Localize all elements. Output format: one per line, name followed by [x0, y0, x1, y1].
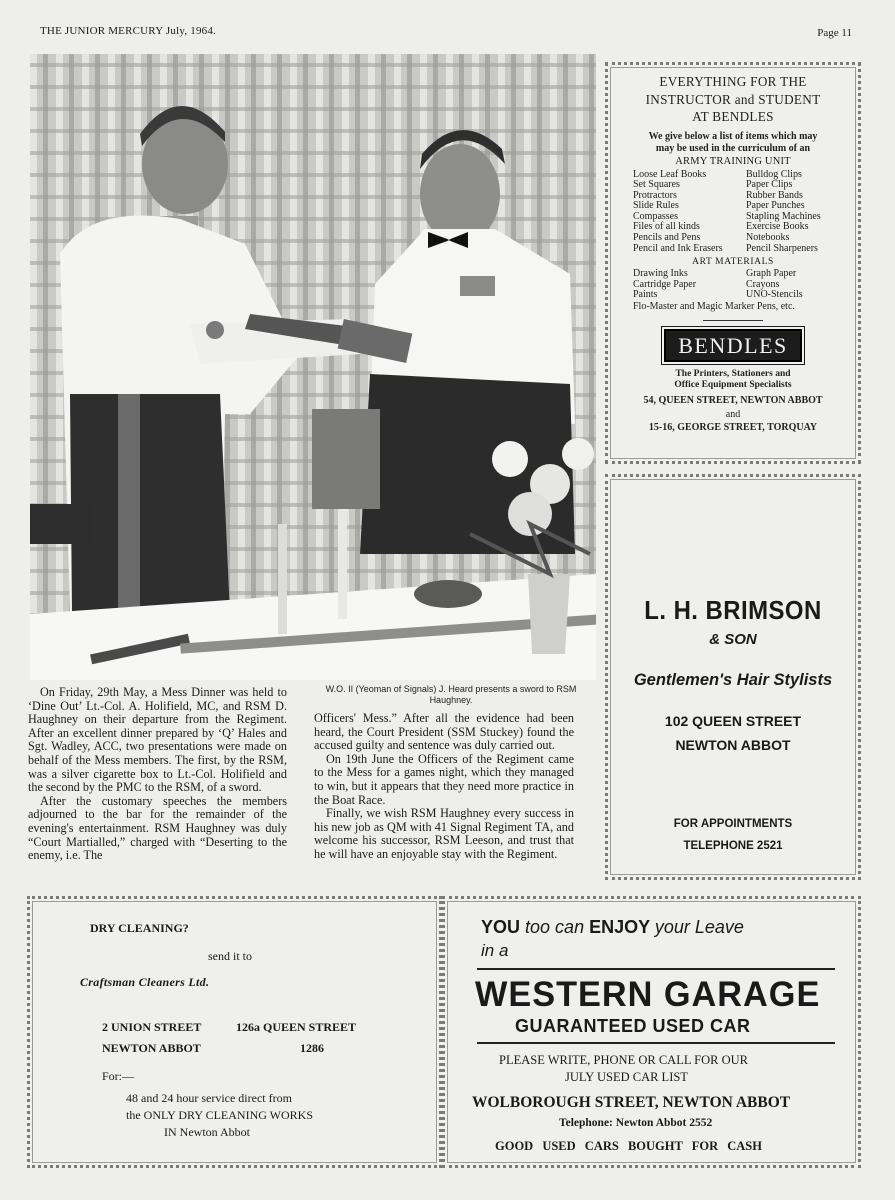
presentation-photo: [30, 54, 596, 680]
list-item: UNO-Stencils: [746, 289, 803, 301]
ad-heading: EVERYTHING FOR THE: [659, 74, 807, 89]
article-paragraph: On 19th June the Officers of the Regiment came to the Mess for a games night, which they managed to win, but it appears that they need more practice in the Boat Race.: [314, 751, 574, 807]
list-item: Set Squares: [633, 179, 680, 191]
brimson-advert: [605, 474, 861, 880]
ad-text: For:—: [102, 1069, 135, 1083]
address-line: NEWTON ABBOT: [675, 737, 791, 753]
address: WOLBOROUGH STREET, NEWTON ABBOT: [472, 1094, 791, 1111]
ad-text: Office Equipment Specialists: [674, 380, 792, 391]
western-garage-advert: [442, 896, 861, 1168]
article-column-right: [314, 712, 574, 862]
ad-heading: INSTRUCTOR and STUDENT: [645, 91, 821, 107]
slogan-word: too can: [525, 917, 585, 937]
address: 54, QUEEN STREET, NEWTON ABBOT: [643, 395, 823, 407]
page-number: Page 11: [817, 27, 852, 39]
ad-text: GOOD USED CARS BOUGHT FOR CASH: [495, 1139, 762, 1153]
address-line: 102 QUEEN STREET: [664, 713, 802, 729]
ad-text: 48 and 24 hour service direct from: [126, 1091, 292, 1105]
business-name: L. H. BRIMSON: [644, 595, 822, 625]
running-header: THE JUNIOR MERCURY July, 1964.: [40, 25, 217, 37]
list-item: Paints: [633, 289, 658, 301]
telephone: Telephone: Newton Abbot 2552: [559, 1117, 713, 1129]
list-item: Pencil Sharpeners: [746, 242, 818, 254]
list-item: Bulldog Clips: [746, 168, 802, 180]
article-paragraph: Finally, we wish RSM Haughney every success in his new job as QM with 41 Signal Regiment TA, and welcome his successor, RSM Leeson, and trust that he will have an enjoyable stay with the Regiment.: [314, 806, 574, 861]
slogan-word: YOU: [481, 917, 521, 937]
art-list: [633, 269, 850, 301]
ad-heading: AT BENDLES: [692, 109, 774, 124]
slogan-word: ENJOY: [589, 917, 650, 937]
bendles-logo: BENDLES: [664, 329, 802, 362]
divider: [477, 1042, 835, 1044]
list-item: Crayons: [746, 278, 780, 290]
ad-text: IN Newton Abbot: [164, 1125, 250, 1139]
photo-caption: W.O. II (Yeoman of Signals) J. Heard presents a sword to RSM Haughney.: [325, 684, 577, 705]
ad-subheading: ART MATERIALS: [692, 257, 774, 268]
garage-subtitle: GUARANTEED USED CAR: [515, 1016, 751, 1036]
list-item: Exercise Books: [746, 221, 809, 233]
article-paragraph: Officers' Mess.” After all the evidence had been heard, the Court President (SSM Stuckey) found the accused guilty and sentence was duly carried out.: [314, 711, 574, 753]
list-item: Stapling Machines: [746, 210, 821, 222]
list-item: Rubber Bands: [746, 189, 803, 201]
garage-name: WESTERN GARAGE: [475, 975, 821, 1014]
address: [608, 709, 858, 757]
ad-subheading: ARMY TRAINING UNIT: [675, 155, 791, 167]
business-suffix: & SON: [709, 631, 757, 648]
ad-text: PLEASE WRITE, PHONE OR CALL FOR OUR: [499, 1053, 748, 1067]
slogan: [481, 917, 744, 938]
list-item: Pencil and Ink Erasers: [633, 242, 723, 254]
list-item: Paper Clips: [746, 179, 793, 191]
list-item: Cartridge Paper: [633, 278, 697, 290]
items-list: [633, 170, 850, 255]
address: 15-16, GEORGE STREET, TORQUAY: [648, 422, 818, 434]
slogan-word: in a: [481, 941, 509, 960]
tagline: Gentlemen's Hair Stylists: [633, 671, 833, 689]
telephone: TELEPHONE 2521: [683, 840, 783, 852]
list-item: Compasses: [633, 210, 678, 222]
telephone: 1286: [300, 1041, 324, 1055]
list-item: Paper Punches: [746, 200, 805, 212]
ad-text: the ONLY DRY CLEANING WORKS: [126, 1108, 314, 1122]
divider: [477, 968, 835, 970]
list-item: Slide Rules: [633, 200, 679, 212]
ad-text: send it to: [208, 949, 252, 963]
ad-text: FOR APPOINTMENTS: [673, 818, 793, 830]
ad-heading: DRY CLEANING?: [90, 921, 189, 935]
bendles-advert: [605, 62, 861, 464]
article-paragraph: After the customary speeches the members adjourned to the bar for the remainder of the evening's entertainment. RSM Haughney was duly “Court Martialled,” charged with “Deserting to the enemy, i.e. The: [28, 793, 287, 863]
ad-intro: We give below a list of items which may: [648, 130, 818, 142]
ad-text: and: [725, 408, 741, 420]
list-item: Flo-Master and Magic Marker Pens, etc.: [633, 301, 795, 313]
craftsman-advert: [27, 896, 442, 1168]
slogan-word: your Leave: [654, 917, 744, 937]
ad-text: The Printers, Stationers and: [675, 369, 791, 380]
craftsman-logo: Craftsman Cleaners Ltd.: [80, 975, 210, 989]
list-item: Pencils and Pens: [633, 232, 701, 244]
list-item: Files of all kinds: [633, 221, 700, 233]
divider: [703, 320, 763, 321]
appointments: [608, 813, 858, 857]
address-line: 126a QUEEN STREET: [236, 1020, 357, 1034]
article-paragraph: On Friday, 29th May, a Mess Dinner was held to ‘Dine Out’ Lt.-Col. A. Holifield, MC, and RSM D. Haughney on their departure from the Regiment. After an excellent dinner prepared by ‘Q’ Hales and Sgt. Wadley, ACC, two presentations were made on behalf of the Mess members. The first, by the RSM, was a silver cigarette box to Lt.-Col. Holifield and the second by the PMC to the RSM, of a sword.: [28, 685, 287, 795]
list-item: Loose Leaf Books: [633, 168, 707, 180]
ad-intro: may be used in the curriculum of an: [655, 143, 811, 154]
ad-text: JULY USED CAR LIST: [565, 1070, 688, 1084]
article-column-left: [28, 686, 287, 863]
list-item: Notebooks: [746, 232, 790, 244]
list-item: Graph Paper: [746, 268, 797, 280]
list-item: Protractors: [633, 189, 677, 201]
address-line: 2 UNION STREET: [102, 1020, 202, 1034]
list-item: Drawing Inks: [633, 268, 688, 280]
address-line: NEWTON ABBOT: [102, 1041, 201, 1055]
